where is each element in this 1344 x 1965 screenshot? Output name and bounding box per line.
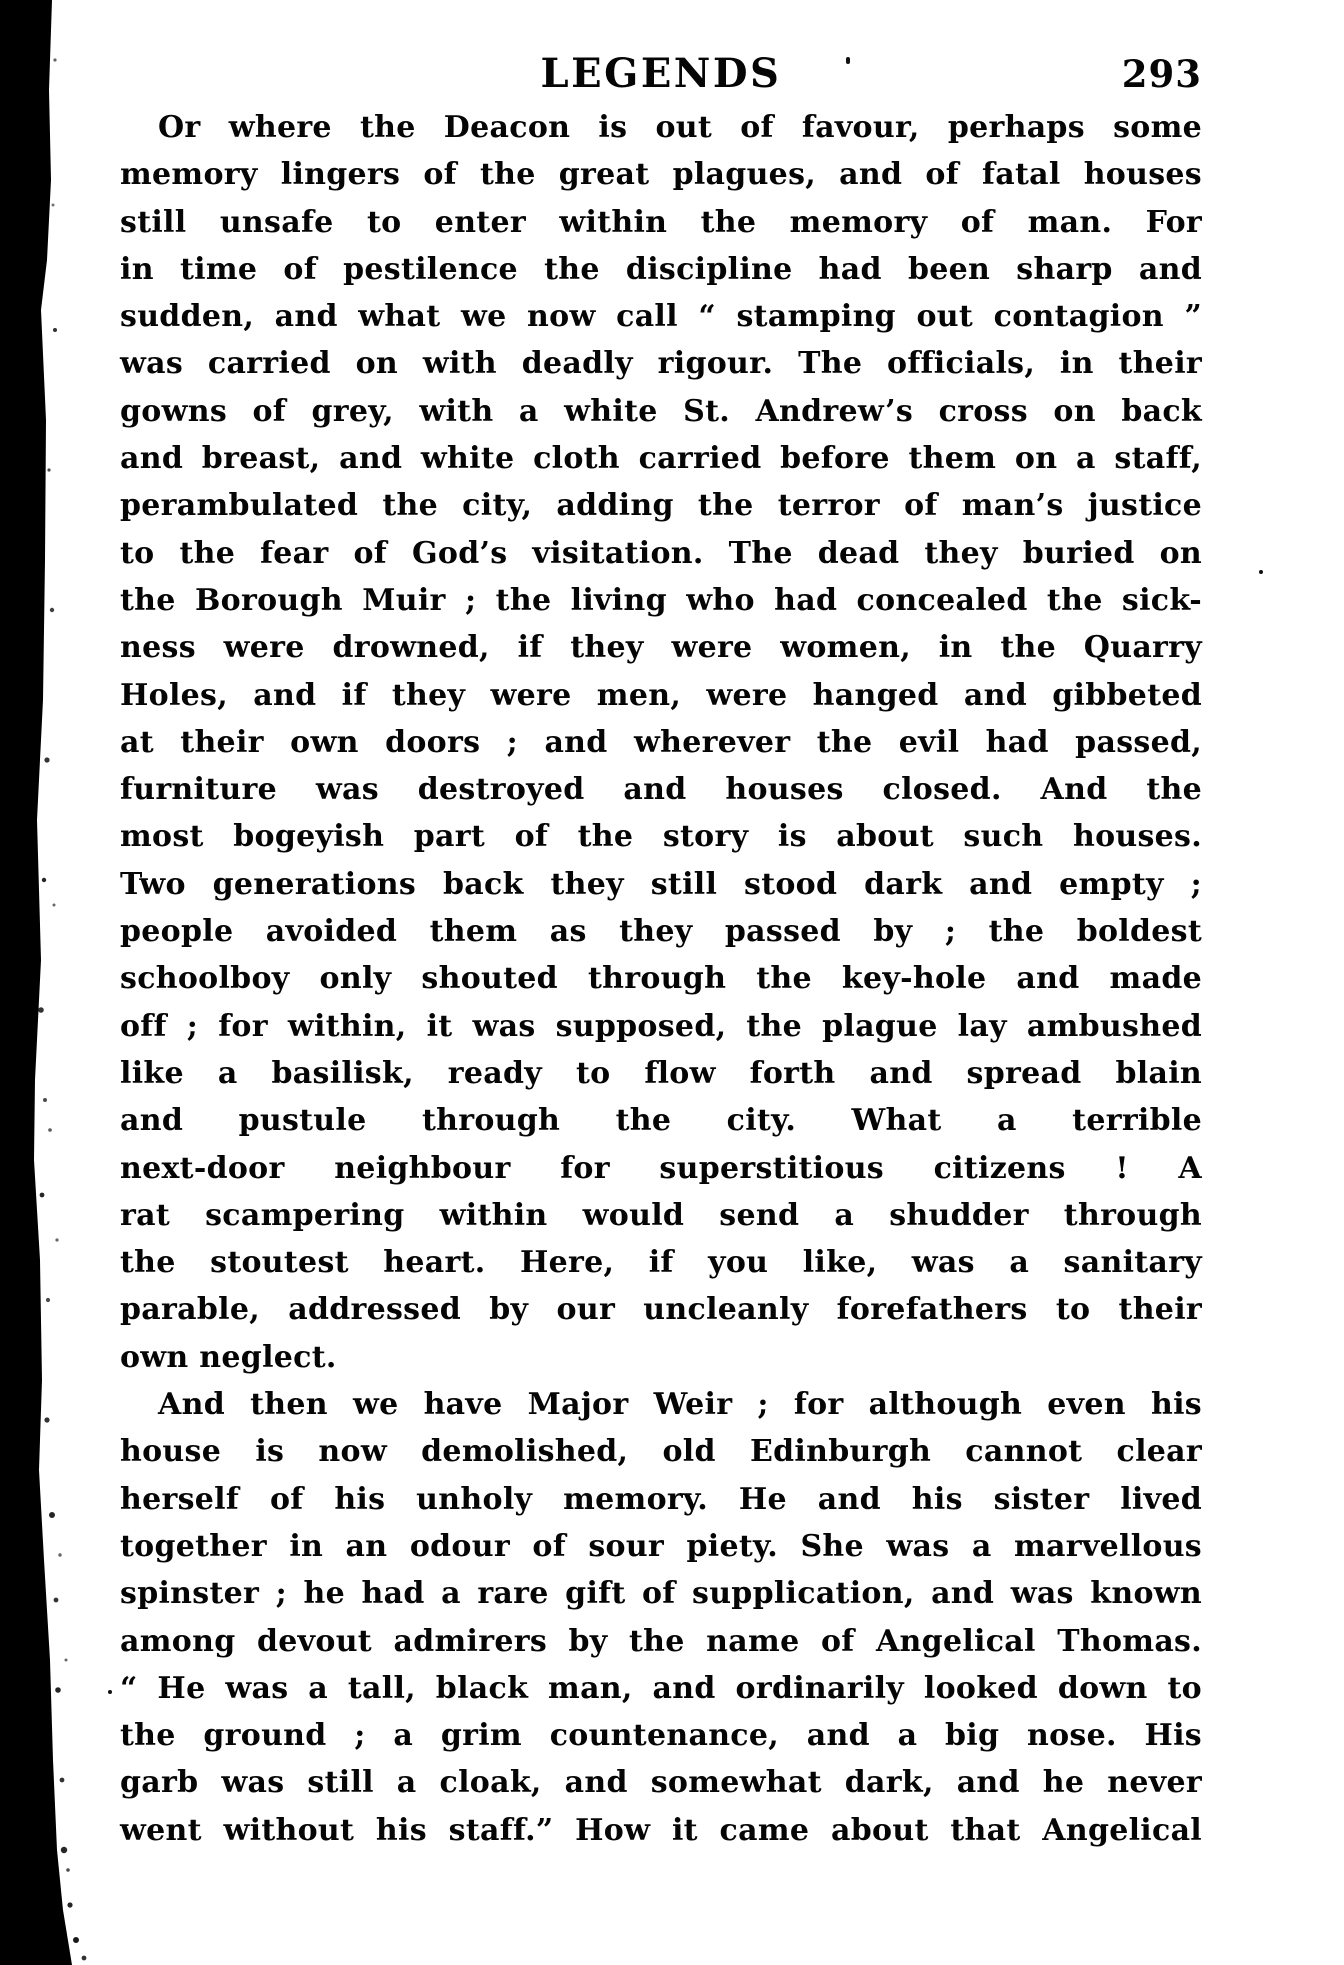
text-line: among devout admirers by the name of Angelical Thomas. xyxy=(120,1623,1202,1659)
text-line: rat scampering within would send a shudder through xyxy=(120,1197,1202,1233)
page-number: 293 xyxy=(1121,52,1202,96)
text-line: together in an odour of sour piety. She was a marvellous xyxy=(120,1528,1202,1564)
text-line: and breast, and white cloth carried before them on a staff, xyxy=(120,441,1202,477)
text-line: and pustule through the city. What a terrible xyxy=(120,1103,1202,1139)
text-line: people avoided them as they passed by ; the boldest xyxy=(120,914,1202,950)
text-line: garb was still a cloak, and somewhat dark, and he never xyxy=(120,1765,1202,1801)
text-line: Two generations back they still stood dark and empty ; xyxy=(120,866,1202,902)
text-line: off ; for within, it was supposed, the plague lay ambushed xyxy=(120,1008,1202,1044)
text-line: Holes, and if they were men, were hanged and gibbeted xyxy=(120,677,1202,713)
text-line: ness were drowned, if they were women, in the Quarry xyxy=(120,630,1202,666)
text-line: And then we have Major Weir ; for although even his xyxy=(158,1387,1202,1423)
running-header xyxy=(120,50,1202,100)
text-line: was carried on with deadly rigour. The officials, in their xyxy=(120,346,1202,382)
text-line: sudden, and what we now call “ stamping out contagion ” xyxy=(120,299,1202,335)
text-line: went without his staff.” How it came about that Angelical xyxy=(120,1812,1202,1848)
text-line: furniture was destroyed and houses closed. And the xyxy=(120,772,1202,808)
text-line: the Borough Muir ; the living who had concealed the sick- xyxy=(120,582,1202,618)
ink-speck xyxy=(1259,570,1263,574)
text-line: to the fear of God’s visitation. The dead they buried on xyxy=(120,535,1202,571)
ink-speck xyxy=(108,1690,112,1694)
text-line: Or where the Deacon is out of favour, perhaps some xyxy=(158,110,1202,145)
text-line: like a basilisk, ready to flow forth and spread blain xyxy=(120,1055,1202,1091)
text-line: parable, addressed by our uncleanly forefathers to their xyxy=(120,1292,1202,1328)
text-line: spinster ; he had a rare gift of supplication, and was known xyxy=(120,1576,1202,1612)
text-line: the stoutest heart. Here, if you like, was a sanitary xyxy=(120,1245,1202,1281)
text-line: own neglect. xyxy=(120,1339,337,1375)
text-line: next-door neighbour for superstitious citizens ! A xyxy=(120,1150,1202,1186)
text-line: still unsafe to enter within the memory of man. For xyxy=(120,204,1202,240)
scan-gutter-shadow xyxy=(0,0,100,1965)
text-line: the ground ; a grim countenance, and a big nose. His xyxy=(120,1718,1202,1754)
text-line: most bogeyish part of the story is about such houses. xyxy=(120,819,1202,855)
page-title: LEGENDS xyxy=(540,50,782,97)
text-line: “ He was a tall, black man, and ordinarily looked down to xyxy=(120,1670,1202,1706)
text-line: herself of his unholy memory. He and his sister lived xyxy=(120,1481,1202,1517)
ink-speck xyxy=(846,57,850,64)
text-line: gowns of grey, with a white St. Andrew’s cross on back xyxy=(120,393,1202,429)
text-line: perambulated the city, adding the terror of man’s justice xyxy=(120,488,1202,524)
text-line: memory lingers of the great plagues, and of fatal houses xyxy=(120,157,1202,193)
text-line: in time of pestilence the discipline had been sharp and xyxy=(120,251,1202,287)
text-line: house is now demolished, old Edinburgh cannot clear xyxy=(120,1434,1202,1470)
text-line: at their own doors ; and wherever the evil had passed, xyxy=(120,724,1202,760)
text-block xyxy=(120,104,1202,1854)
text-line: schoolboy only shouted through the key-hole and made xyxy=(120,961,1202,997)
